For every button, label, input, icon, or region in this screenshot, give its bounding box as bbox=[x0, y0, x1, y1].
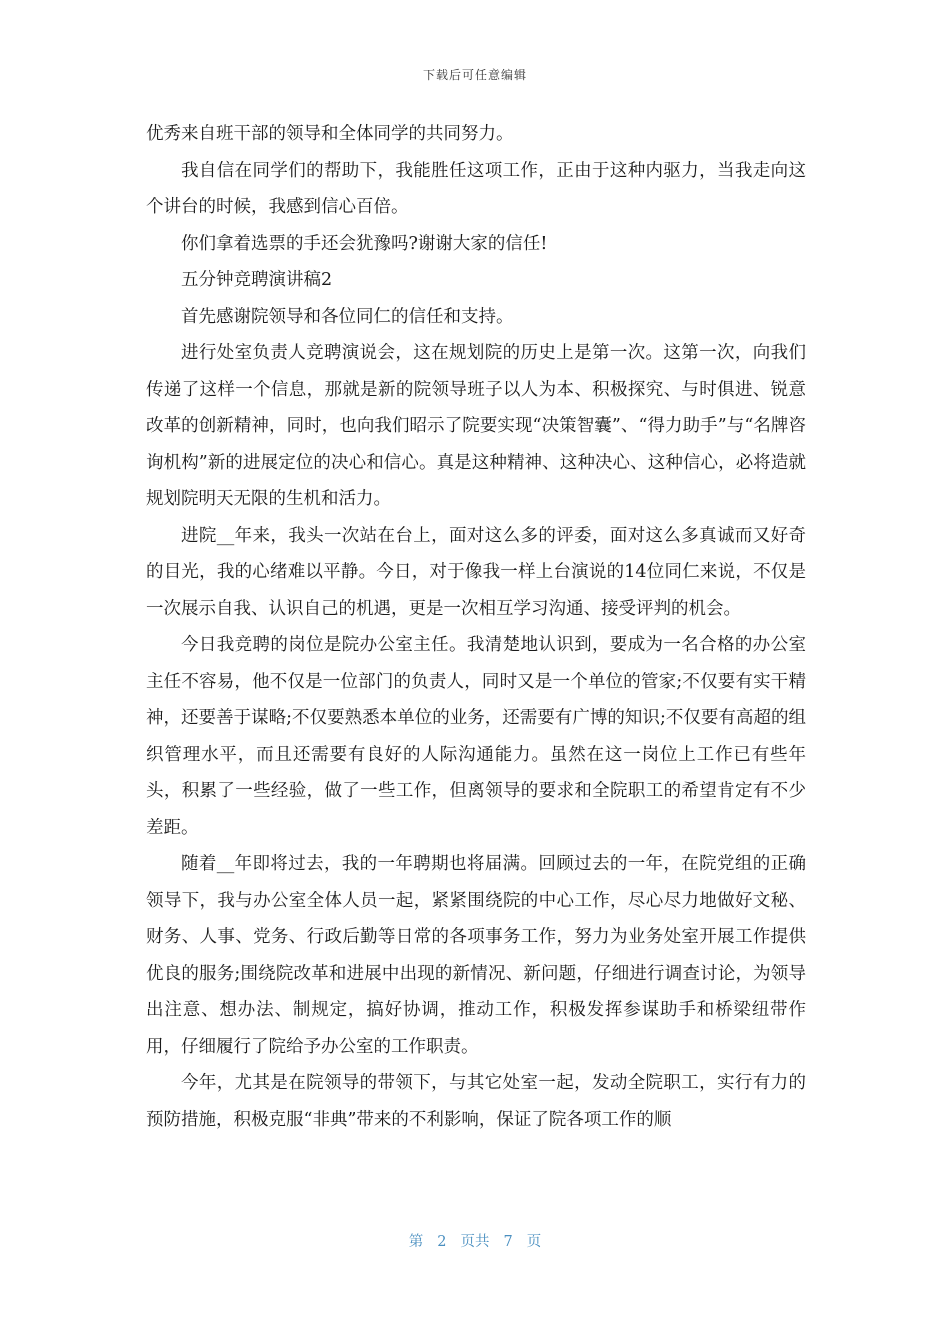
document-body bbox=[146, 116, 806, 1138]
paragraph: 首先感谢院领导和各位同仁的信任和支持。 bbox=[181, 306, 514, 327]
paragraph: 随着__年即将过去，我的一年聘期也将届满。回顾过去的一年，在院党组的正确领导下，我与办公室全体人员一起，紧紧围绕院的中心工作，尽心尽力地做好文秘、财务、人事、党务、行政后勤等日常的各项事务工作，努力为业务处室开展工作提供优良的服务;围绕院改革和进展中出现的新情况、新问题，仔细进行调查讨论，为领导出注意、想办法、制规定，搞好协调，推动工作，积极发挥参谋助手和桥梁纽带作用，仔细履行了院给予办公室的工作职责。 bbox=[146, 854, 806, 1057]
paragraph: 进行处室负责人竞聘演说会，这在规划院的历史上是第一次。这第一次，向我们传递了这样一个信息，那就是新的院领导班子以人为本、积极探究、与时俱进、锐意改革的创新精神，同时，也向我们昭示了院要实现“决策智囊”、“得力助手”与“名牌咨询机构”新的进展定位的决心和信心。真是这种精神、这种决心、这种信心，必将造就规划院明天无限的生机和活力。 bbox=[146, 343, 806, 509]
paragraph: 我自信在同学们的帮助下，我能胜任这项工作，正由于这种内驱力，当我走向这个讲台的时候，我感到信心百倍。 bbox=[146, 160, 806, 217]
current-page-number: 2 bbox=[437, 1234, 447, 1250]
total-pages-number: 7 bbox=[503, 1234, 513, 1250]
page-header: 下载后可任意编辑 bbox=[422, 68, 527, 82]
section-title: 五分钟竞聘演讲稿2 bbox=[181, 270, 333, 290]
page-footer bbox=[0, 1230, 950, 1251]
paragraph: 今年，尤其是在院领导的带领下，与其它处室一起，发动全院职工，实行有力的预防措施，积极克服“非典”带来的不利影响，保证了院各项工作的顺 bbox=[146, 1073, 806, 1130]
paragraph: 你们拿着选票的手还会犹豫吗?谢谢大家的信任! bbox=[181, 233, 548, 254]
paragraph: 今日我竞聘的岗位是院办公室主任。我清楚地认识到，要成为一名合格的办公室主任不容易，他不仅是一位部门的负责人，同时又是一个单位的管家;不仅要有实干精神，还要善于谋略;不仅要熟悉本单位的业务，还需要有广博的知识;不仅要有高超的组织管理水平，而且还需要有良好的人际沟通能力。虽然在这一岗位上工作已有些年头，积累了一些经验，做了一些工作，但离领导的要求和全院职工的希望肯定有不少差距。 bbox=[146, 635, 806, 838]
footer-label-of: 页共 bbox=[460, 1234, 490, 1250]
footer-label-page: 第 bbox=[408, 1234, 424, 1250]
footer-label-end: 页 bbox=[526, 1234, 542, 1250]
paragraph: 进院__年来，我头一次站在台上，面对这么多的评委，面对这么多真诚而又好奇的目光，我的心绪难以平静。今日，对于像我一样上台演说的14位同仁来说，不仅是一次展示自我、认识自己的机遇，更是一次相互学习沟通、接受评判的机会。 bbox=[146, 525, 806, 619]
paragraph: 优秀来自班干部的领导和全体同学的共同努力。 bbox=[146, 124, 514, 144]
